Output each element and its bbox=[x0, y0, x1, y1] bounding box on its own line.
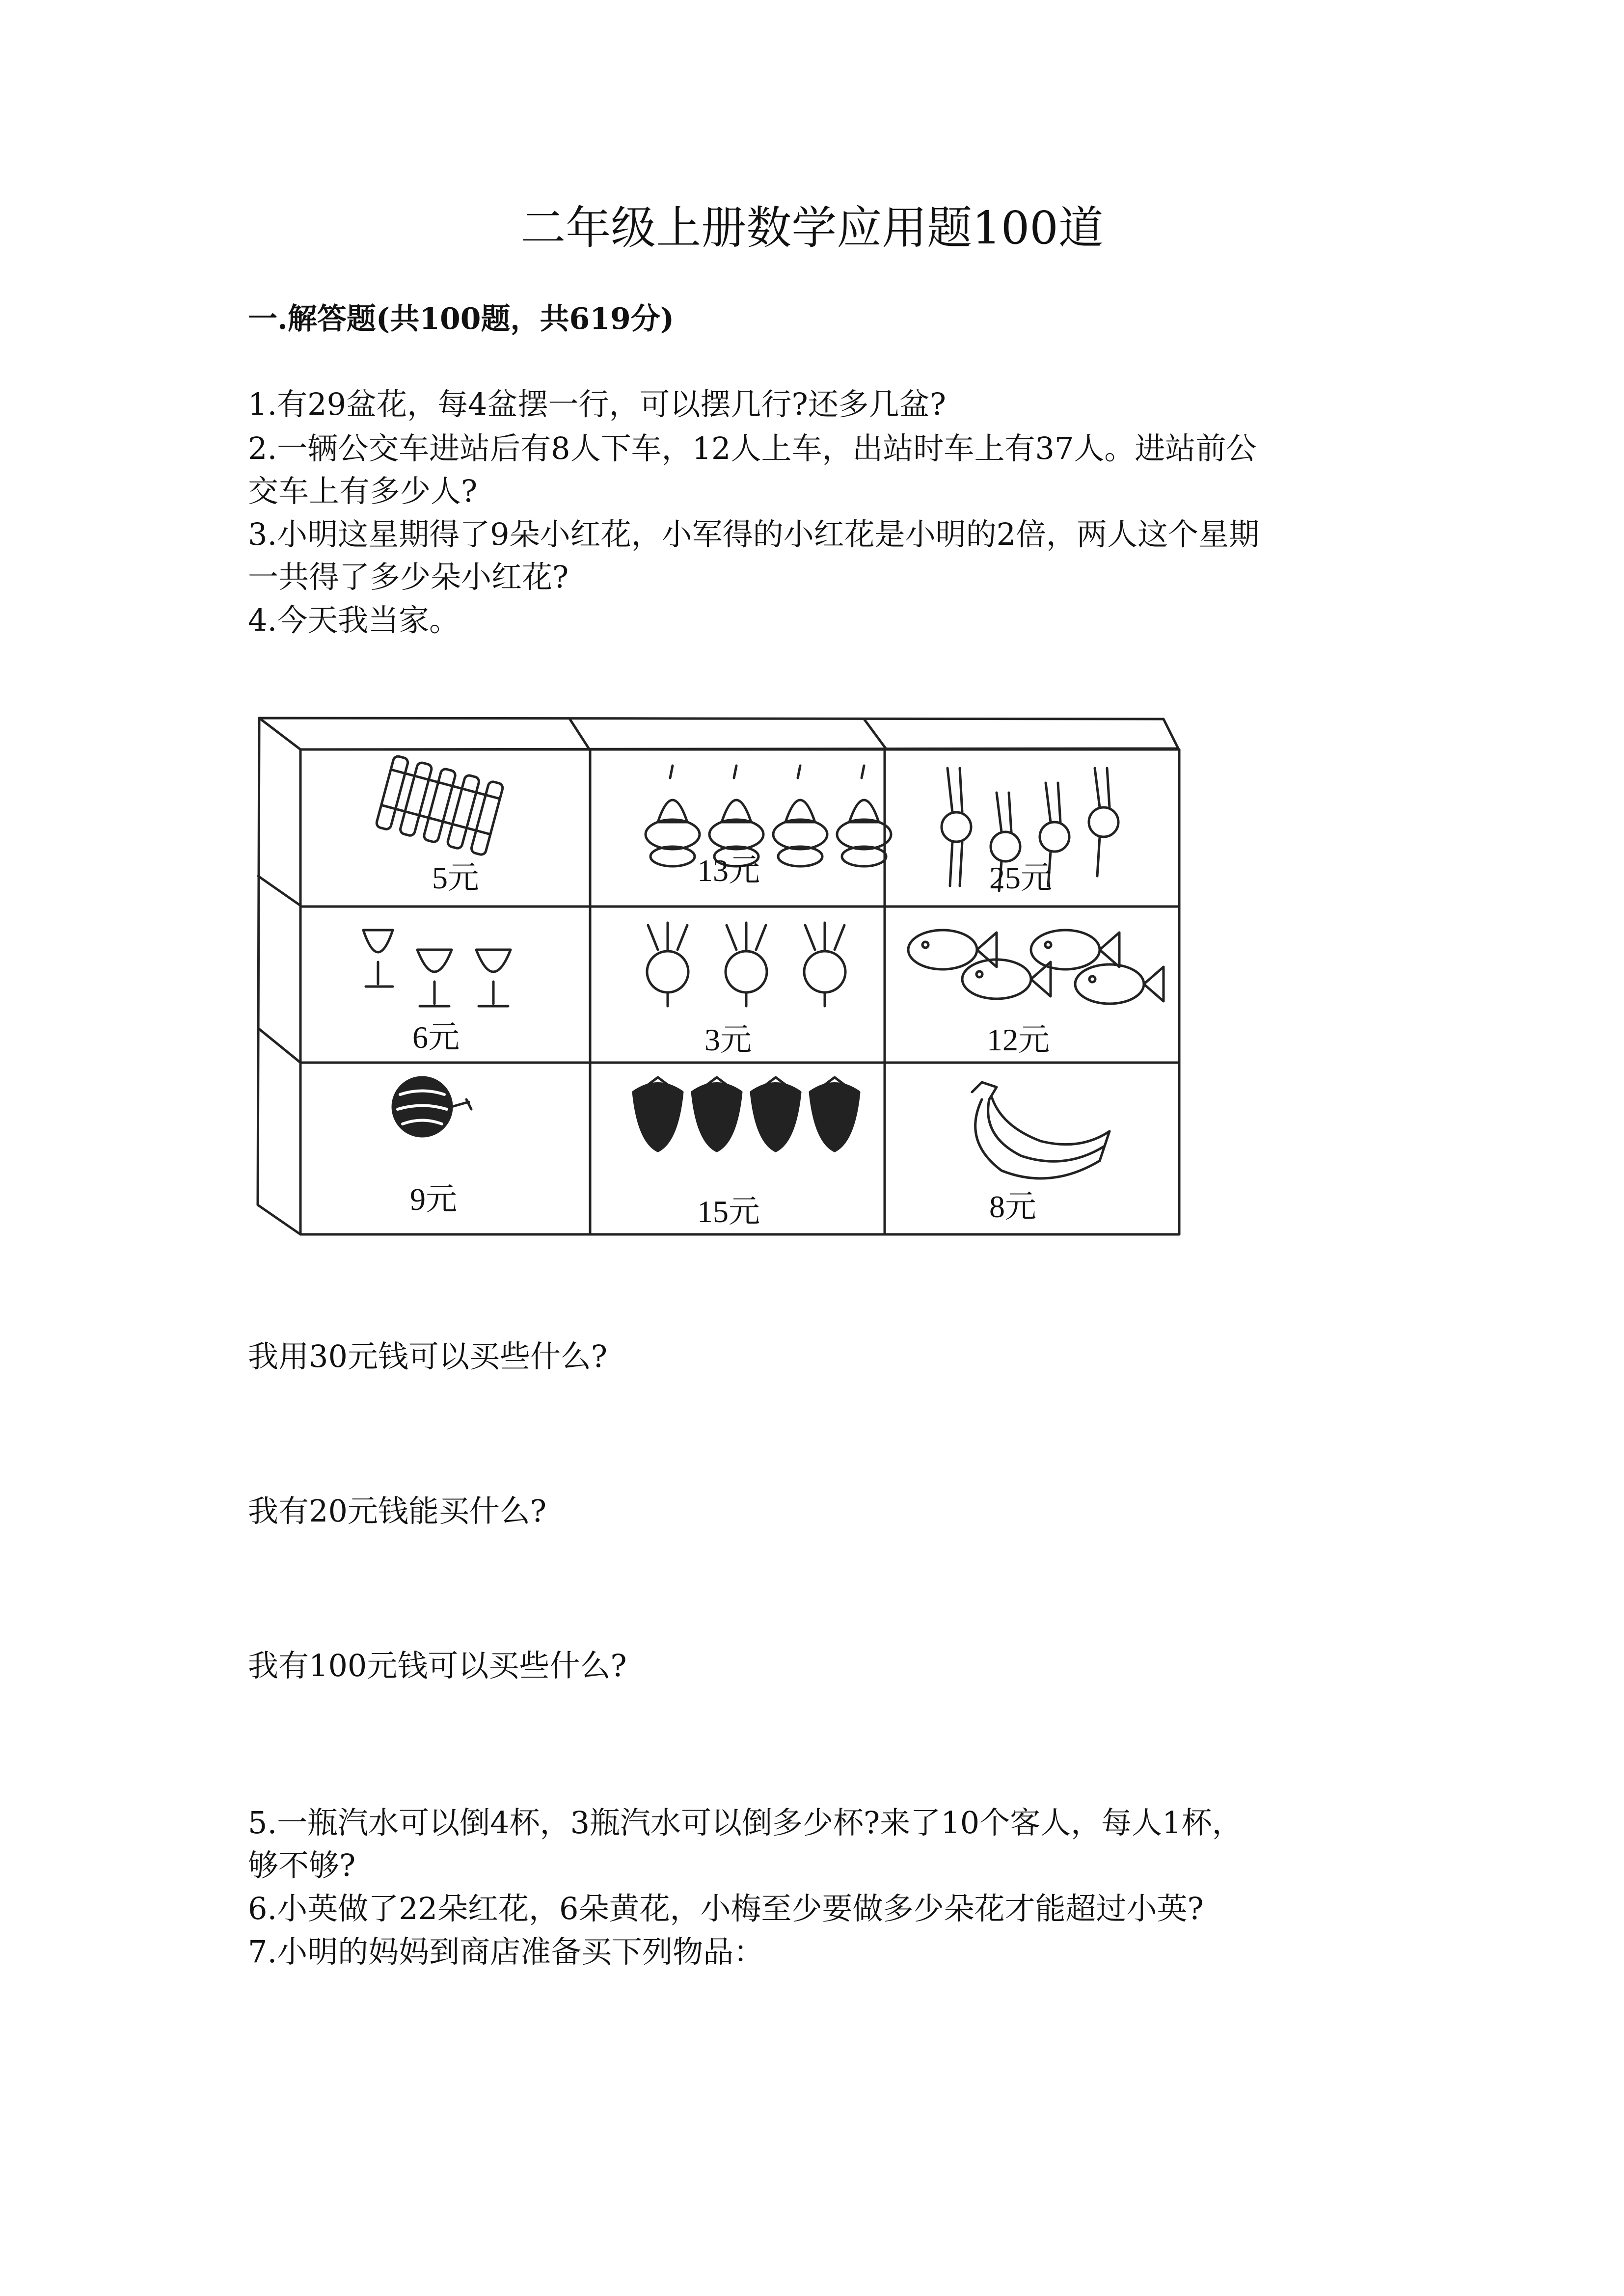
price-watermelon: 9元 bbox=[410, 1182, 457, 1217]
price-watches: 25元 bbox=[989, 860, 1052, 895]
watermelon-icon bbox=[393, 1077, 471, 1136]
bananas-icon bbox=[972, 1082, 1110, 1178]
question-3-line-2: 一共得了多少朵小红花? bbox=[248, 559, 569, 595]
price-bananas: 8元 bbox=[989, 1189, 1036, 1224]
pens-icon bbox=[376, 755, 504, 855]
price-cakes: 13元 bbox=[697, 853, 760, 888]
cakes-icon bbox=[646, 766, 891, 866]
price-fish: 12元 bbox=[987, 1022, 1050, 1057]
question-7: 7.小明的妈妈到商店准备买下列物品： bbox=[248, 1934, 764, 1970]
question-1: 1.有29盆花，每4盆摆一行，可以摆几行?还多几盆? bbox=[248, 386, 946, 422]
question-2-line-1: 2.一辆公交车进站后有8人下车，12人上车，出站时车上有37人。进站前公 bbox=[248, 430, 1257, 466]
page-title: 二年级上册数学应用题100道 bbox=[520, 202, 1104, 254]
price-cups: 6元 bbox=[412, 1020, 460, 1055]
question-5-line-1: 5.一瓶汽水可以倒4杯，3瓶汽水可以倒多少杯?来了10个客人，每人1杯， bbox=[248, 1805, 1243, 1841]
question-6: 6.小英做了22朵红花，6朵黄花，小梅至少要做多少朵花才能超过小英? bbox=[248, 1891, 1204, 1926]
question-3-line-1: 3.小明这星期得了9朵小红花，小军得的小红花是小明的2倍，两人这个星期 bbox=[248, 516, 1260, 552]
question-4-sub-3: 我有100元钱可以买些什么? bbox=[248, 1648, 627, 1683]
price-table bbox=[255, 714, 1188, 1256]
question-4-sub-2: 我有20元钱能买什么? bbox=[248, 1493, 547, 1529]
question-2-line-2: 交车上有多少人? bbox=[248, 473, 478, 509]
price-pens: 5元 bbox=[432, 860, 479, 895]
table-frame bbox=[258, 718, 1179, 1234]
cups-icon bbox=[363, 930, 511, 1006]
strawberries-icon bbox=[633, 1077, 859, 1151]
radishes-icon bbox=[647, 923, 845, 1006]
section-heading: 一.解答题(共100题，共619分) bbox=[248, 302, 675, 336]
question-4-sub-1: 我用30元钱可以买些什么? bbox=[248, 1338, 608, 1374]
question-4: 4.今天我当家。 bbox=[248, 602, 460, 638]
fish-icon bbox=[908, 930, 1164, 1004]
price-radishes: 3元 bbox=[704, 1022, 752, 1057]
price-strawberries: 15元 bbox=[697, 1194, 760, 1229]
question-5-line-2: 够不够? bbox=[248, 1847, 356, 1883]
